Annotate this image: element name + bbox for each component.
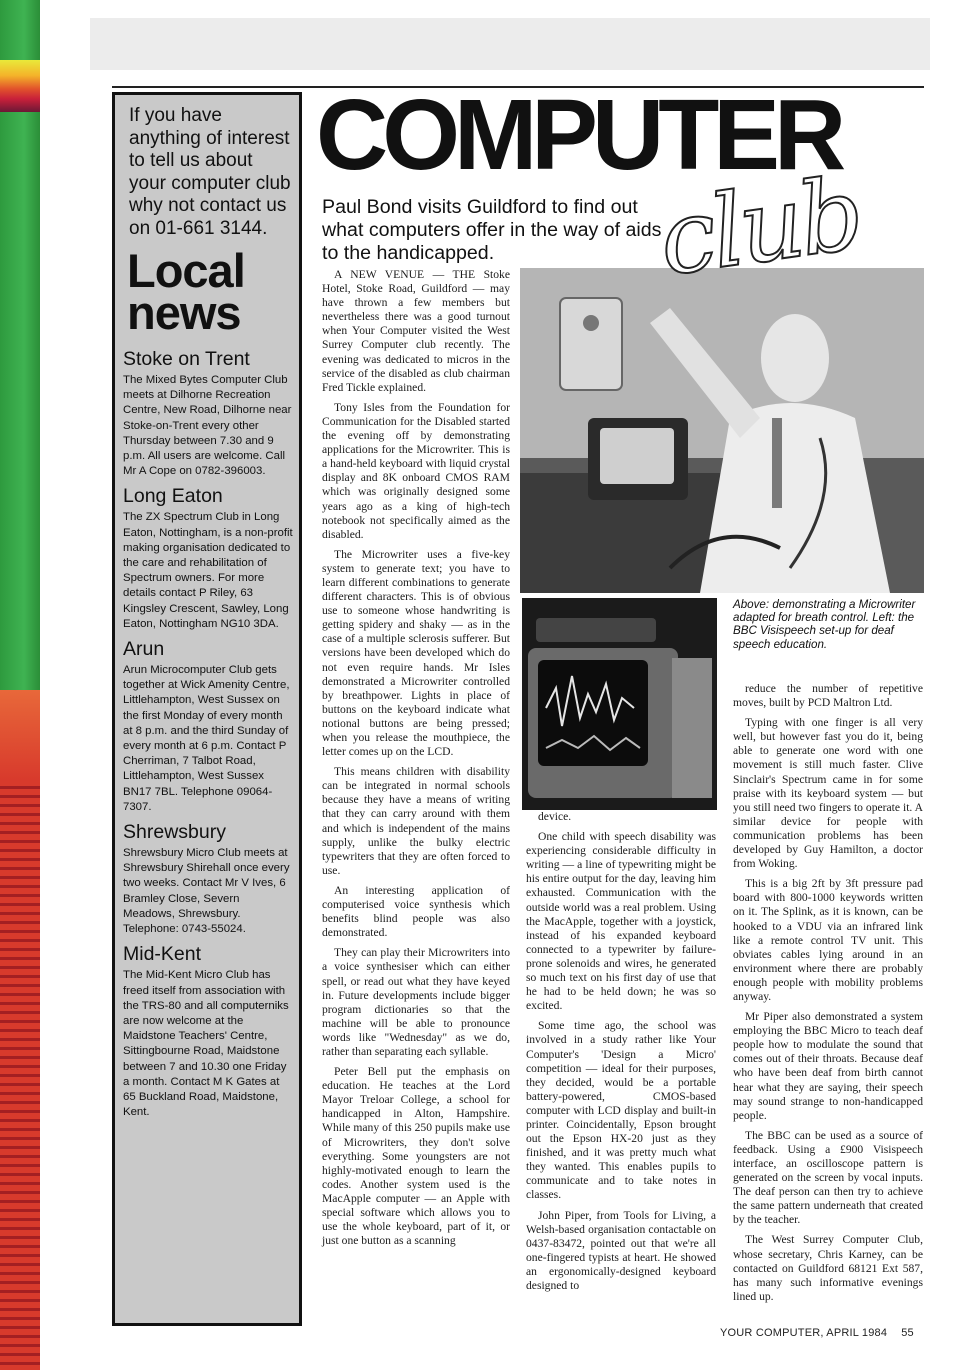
- article-paragraph: This means children with disability can be integrated in normal schools because they have a means of writing that they can carry around with them and which is independent of the mains supply, unlike the bulky electric typewriters that they are often forced to use.: [322, 765, 510, 877]
- photo-visispeech-illustration: [522, 598, 717, 810]
- article-paragraph: Typing with one finger is all very well, but however fast you do it, being able to generate one word with one movement is still much faster. Clive Sinclair's Spectrum came in for some praise with its keyboard system — but you still need two fingers to operate it. A similar device for people with communication problems has been developed by Guy Hamilton, a doctor from Woking.: [733, 716, 923, 871]
- article-column-2: [526, 810, 716, 1299]
- page-number: 55: [901, 1327, 914, 1339]
- local-news-heading-line1: Local: [127, 244, 245, 297]
- news-item: [123, 485, 293, 632]
- article-title: COMPUTER: [316, 92, 841, 178]
- article-column-1: [322, 268, 510, 1254]
- article-paragraph: The Microwriter uses a five-key system to generate text; you have to learn different combinations to generate different characters. This is of obvious use to someone whose handwriting is getting spidery and shaky — as in the case of a multiple sclerosis sufferer. But versions have been developed which do not even require hands. Mr Isles demonstrated a Microwriter controlled by breathpower. Lights in place of buttons on the keyboard indicate what notional buttons are being pressed; when you release the mouthpiece, the letter comes up on the LCD.: [322, 547, 510, 759]
- article-paragraph: They can play their Microwriters into a voice synthesiser which can either spell, or read out what they have keyed in. Future developments include bigger program dictionaries so that the machine will be able to pronounce words like "Wednesday" as we do, rather than separating each syllable.: [322, 946, 510, 1058]
- article-paragraph: The BBC can be used as a source of feedback. Using a £900 Visispeech interface, an oscilloscope pattern is generated on the screen by vocal inputs. The deaf person can then try to achieve the same pattern underneath that created by the teacher.: [733, 1128, 923, 1227]
- news-item-town: Stoke on Trent: [123, 348, 250, 370]
- article-paragraph: reduce the number of repetitive moves, built by PCD Maltron Ltd.: [733, 682, 923, 710]
- article-paragraph: One child with speech disability was experiencing considerable difficulty in writing — a line of typewriting might be his entire output for the day, leaving him exhausted. Communication with the outside world was a real problem. Using the MacApple, together with a joystick, instead of his expanded keyboard connected to a typewriter by failure-prone solenoids and wires, he generated so much text on his first day of use that he had to be held down; he was so excited.: [526, 830, 716, 1013]
- page-footer: [720, 1327, 914, 1339]
- footer-publication: YOUR COMPUTER, APRIL 1984: [720, 1327, 888, 1339]
- article-paragraph: An interesting application of computerised voice synthesis which benefits blind people was also demonstrated.: [322, 883, 510, 940]
- article-paragraph: Mr Piper also demonstrated a system employing the BBC Micro to teach deaf people how to modulate the sound that comes out of their throats. Because deaf who have been deaf from birth cannot hear what they are saying, their speech may sound strange to non-handicapped people.: [733, 1010, 923, 1122]
- article-paragraph: Peter Bell put the emphasis on education. He teaches at the Lord Mayor Treloar College, a school for handicapped in Alton, Hampshire. While many of this 250 pupils make use of Microwriters, they don't solve everything. Some youngsters are not highly-motivated enough to learn the codes. Another system used is the MacApple computer — an Apple with special software which allows you to use the whole keyboard, part of it, or just one button as a scanning: [322, 1065, 510, 1248]
- local-news-heading-line2: news: [127, 286, 241, 339]
- club-script-word: club: [652, 154, 867, 299]
- news-item-text: The Mid-Kent Micro Club has freed itself from association with the TRS-80 and all computerniks are now welcome at the Maidstone Teachers' Centre, Sittingbourne Road, Maidstone between 7 and 10.30 one Friday a month. Contact M K Gates at 65 Buckland Road, Maidstone, Kent.: [123, 969, 289, 1119]
- news-item: [123, 821, 293, 937]
- decorative-color-strip: [0, 0, 40, 1370]
- news-item-town: Shrewsbury: [123, 821, 226, 844]
- photo-microwriter-demo: [520, 268, 924, 593]
- news-item-text: Arun Microcomputer Club gets together at Wick Amenity Centre, Littlehampton, West Sussex on the first Monday of every month at 8 p.m. and the third Sunday of every month at 6 p.m. Contact P Cherriman, 7 Talbot Road, Littlehampton, West Sussex BN17 7BL. Telephone 09064-7307.: [123, 664, 290, 813]
- local-news-heading: [127, 244, 293, 339]
- article-paragraph: John Piper, from Tools for Living, a Welsh-based organisation contactable on 0437-83472, pointed out that we're all one-fingered typists at heart. He showed an ergonomically-designed keyboard designed to: [526, 1208, 716, 1292]
- sidebar-intro: If you have anything of interest to tell us about your computer club why not contact us on 01-661 3144.: [129, 105, 291, 239]
- top-rule: [112, 86, 924, 88]
- local-news-sidebar: [112, 92, 302, 1326]
- article-paragraph: device.: [538, 810, 572, 823]
- article-paragraph: A NEW VENUE — THE Stoke Hotel, Stoke Road, Guildford — may have thrown a few members but nevertheless there was a good turnout when Your Computer visited the West Surrey Computer club recently. The evening was dedicated to micros in the service of the disabled as club chairman Fred Tickle explained.: [322, 268, 510, 394]
- photo-visispeech-setup: [522, 598, 717, 810]
- article-paragraph: This is a big 2ft by 3ft pressure pad board with 800-1000 keywords written on it. The Splink, as it is known, can be hooked to a VDU via an infrared link like a remote control TV unit. This obviates cables lying around in an environment where there are probably enough people with mobility problems anyway.: [733, 877, 923, 1003]
- news-item-town: Mid-Kent: [123, 943, 202, 966]
- article-paragraph: The West Surrey Computer Club, whose secretary, Chris Karney, can be contacted on Guildford 68121 Ext 587, has many such informative evenings lined up.: [733, 1233, 923, 1303]
- article-paragraph: Some time ago, the school was involved in a study rather like Your Computer's 'Design a Micro' competition — ideal for their purposes, they decided, would be a portable battery-powered, CMOS-based computer with LCD display and built-in printer. Coincidentally, Epson brought out the Epson HX-20 just as they finished, and it was pretty much what they wanted. This enables pupils to communicate and to take notes in classes.: [526, 1019, 716, 1202]
- bleed-through-band: [90, 18, 930, 70]
- article-paragraph: Tony Isles from the Foundation for Communication for the Disabled started the evening off by demonstrating applications for the Microwriter. This is a hand-held keyboard with liquid crystal display and 8K onboard CMOS RAM which was originally designed some years ago as a king of high-tech notebook not specifically aimed as the disabled.: [322, 400, 510, 541]
- article-column-3: [733, 682, 923, 1310]
- news-item: [123, 348, 293, 479]
- news-item-town: Arun: [123, 638, 165, 661]
- news-item-text: The ZX Spectrum Club in Long Eaton, Nottingham, is a non-profit making organisation dedicated to the care and rehabilitation of Spectrum owners. For more details contact P Riley, 63 Kingsley Crescent, Sawley, Long Eaton, Nottingham NG10 3DA.: [123, 511, 293, 630]
- news-item-text: The Mixed Bytes Computer Club meets at Dilhorne Recreation Centre, New Road, Dilhorne near Stoke-on-Trent every other Thursday between 7.30 and 9 p.m. All users are welcome. Call Mr A Cope on 0782-396003.: [123, 374, 292, 478]
- article-standfirst: Paul Bond visits Guildford to find out what computers offer in the way of aids to the handicapped.: [322, 196, 662, 264]
- news-item: [123, 638, 293, 815]
- news-item-town: Long Eaton: [123, 485, 223, 508]
- news-item: [123, 943, 293, 1120]
- photo-caption: Above: demonstrating a Microwriter adapted for breath control. Left: the BBC Visispeech set-up for deaf speech education.: [733, 598, 916, 651]
- photo-microwriter-illustration: [520, 268, 924, 593]
- news-item-text: Shrewsbury Micro Club meets at Shrewsbury Shirehall once every two weeks. Contact Mr V Ives, 6 Bramley Close, Severn Meadows, Shrewsbury. Telephone: 0743-55024.: [123, 847, 290, 936]
